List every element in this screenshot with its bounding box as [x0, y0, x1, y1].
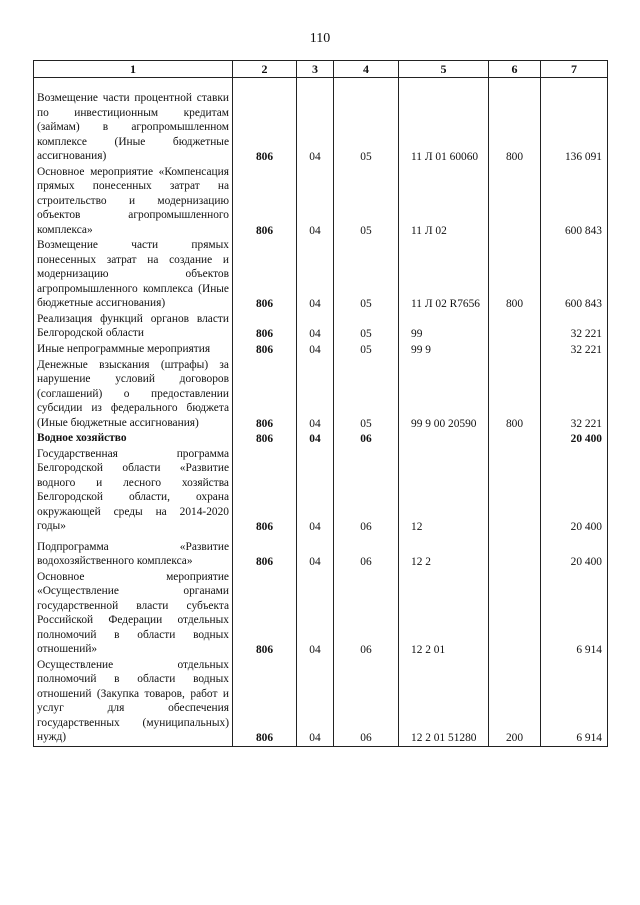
row-name: Возмещение части процентной ставки по инвестиционным кредитам (займам) в агропромышленном комплексе (Иные бюджетные ассигнования) — [34, 78, 233, 165]
row-subsection: 06 — [334, 570, 399, 658]
row-target-article: 11 Л 02 — [399, 165, 489, 239]
row-name: Водное хозяйство — [34, 431, 233, 447]
row-section: 04 — [297, 342, 334, 358]
row-expense-type: 800 — [489, 78, 541, 165]
header-col-5: 5 — [399, 61, 489, 78]
table-row — [34, 342, 608, 358]
row-target-article: 99 9 00 20590 — [399, 357, 489, 431]
table-row — [34, 357, 608, 431]
row-target-article: 12 2 — [399, 535, 489, 570]
row-subsection: 06 — [334, 658, 399, 747]
row-expense-type: 200 — [489, 658, 541, 747]
table-row — [34, 312, 608, 342]
table-row — [34, 535, 608, 570]
row-amount: 32 221 — [541, 357, 608, 431]
row-target-article: 99 — [399, 312, 489, 342]
row-expense-type: 800 — [489, 357, 541, 431]
row-target-article: 12 2 01 51280 — [399, 658, 489, 747]
row-name: Осуществление отдельных полномочий в области водных отношений (Закупка товаров, работ и услуг для обеспечения государственных (муниципальных) нужд) — [34, 658, 233, 747]
row-target-article: 12 — [399, 447, 489, 535]
row-amount: 20 400 — [541, 535, 608, 570]
row-subsection: 05 — [334, 165, 399, 239]
budget-table — [33, 60, 608, 747]
row-expense-type — [489, 447, 541, 535]
row-admin-code: 806 — [233, 165, 297, 239]
row-admin-code: 806 — [233, 431, 297, 447]
row-subsection: 06 — [334, 535, 399, 570]
row-name: Денежные взыскания (штрафы) за нарушение условий договоров (соглашений) о предоставлении субсидии из федерального бюджета (Иные бюджетные ассигнования) — [34, 357, 233, 431]
row-amount: 6 914 — [541, 570, 608, 658]
row-section: 04 — [297, 570, 334, 658]
row-name: Основное мероприятие «Осуществление органами государственной власти субъекта Российской Федерации отдельных полномочий в области водных отношений» — [34, 570, 233, 658]
row-subsection: 05 — [334, 312, 399, 342]
row-expense-type — [489, 570, 541, 658]
table-row — [34, 165, 608, 239]
row-amount: 6 914 — [541, 658, 608, 747]
row-subsection: 05 — [334, 342, 399, 358]
row-target-article: 11 Л 02 R7656 — [399, 238, 489, 312]
row-section: 04 — [297, 357, 334, 431]
table-row — [34, 431, 608, 447]
header-col-7: 7 — [541, 61, 608, 78]
row-section: 04 — [297, 535, 334, 570]
row-name: Реализация функций органов власти Белгородской области — [34, 312, 233, 342]
row-section: 04 — [297, 658, 334, 747]
row-admin-code: 806 — [233, 658, 297, 747]
row-amount: 20 400 — [541, 431, 608, 447]
table-row — [34, 658, 608, 747]
row-expense-type — [489, 312, 541, 342]
row-name: Государственная программа Белгородской области «Развитие водного и лесного хозяйства Белгородской области, охрана окружающей среды на 2014-2020 годы» — [34, 447, 233, 535]
table-row — [34, 570, 608, 658]
row-admin-code: 806 — [233, 238, 297, 312]
row-admin-code: 806 — [233, 312, 297, 342]
row-amount: 600 843 — [541, 238, 608, 312]
row-section: 04 — [297, 238, 334, 312]
row-section: 04 — [297, 78, 334, 165]
row-expense-type — [489, 165, 541, 239]
row-expense-type — [489, 342, 541, 358]
row-amount: 32 221 — [541, 312, 608, 342]
row-name: Возмещение части прямых понесенных затрат на создание и модернизацию объектов агропромышленного комплекса (Иные бюджетные ассигнования) — [34, 238, 233, 312]
row-target-article — [399, 431, 489, 447]
row-name: Иные непрограммные мероприятия — [34, 342, 233, 358]
row-target-article: 99 9 — [399, 342, 489, 358]
row-subsection: 05 — [334, 78, 399, 165]
table-row — [34, 447, 608, 535]
row-section: 04 — [297, 165, 334, 239]
page-number: 110 — [309, 31, 331, 46]
row-name: Подпрограмма «Развитие водохозяйственного комплекса» — [34, 535, 233, 570]
row-section: 04 — [297, 447, 334, 535]
table-row — [34, 78, 608, 165]
row-admin-code: 806 — [233, 357, 297, 431]
row-name: Основное мероприятие «Компенсация прямых понесенных затрат на строительство и модернизацию объектов агропромышленного комплекса» — [34, 165, 233, 239]
row-target-article: 11 Л 01 60060 — [399, 78, 489, 165]
row-expense-type — [489, 535, 541, 570]
row-subsection: 05 — [334, 238, 399, 312]
header-col-6: 6 — [489, 61, 541, 78]
row-expense-type: 800 — [489, 238, 541, 312]
header-row — [34, 61, 608, 78]
row-amount: 32 221 — [541, 342, 608, 358]
row-expense-type — [489, 431, 541, 447]
row-admin-code: 806 — [233, 78, 297, 165]
row-amount: 20 400 — [541, 447, 608, 535]
row-admin-code: 806 — [233, 342, 297, 358]
row-section: 04 — [297, 431, 334, 447]
row-section: 04 — [297, 312, 334, 342]
row-target-article: 12 2 01 — [399, 570, 489, 658]
row-amount: 136 091 — [541, 78, 608, 165]
header-col-3: 3 — [297, 61, 334, 78]
header-col-4: 4 — [334, 61, 399, 78]
row-amount: 600 843 — [541, 165, 608, 239]
row-admin-code: 806 — [233, 535, 297, 570]
row-admin-code: 806 — [233, 447, 297, 535]
row-subsection: 06 — [334, 447, 399, 535]
header-col-1: 1 — [34, 61, 233, 78]
row-subsection: 06 — [334, 431, 399, 447]
header-col-2: 2 — [233, 61, 297, 78]
table-row — [34, 238, 608, 312]
row-subsection: 05 — [334, 357, 399, 431]
row-admin-code: 806 — [233, 570, 297, 658]
